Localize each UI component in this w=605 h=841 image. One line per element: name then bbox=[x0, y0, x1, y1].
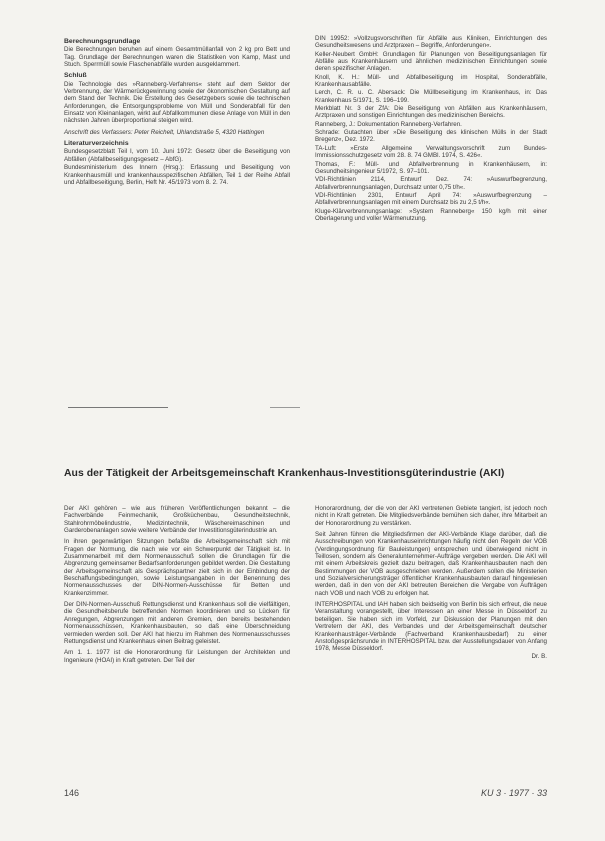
body-paragraph: Am 1. 1. 1977 ist die Honorarordnung für Leistungen der Architekten und Ingenieure (HOAI) in Kraft getreten. Der Teil der bbox=[64, 649, 290, 664]
body-paragraph: Seit Jahren führen die Mitgliedsfirmen der AKI-Verbände Klage darüber, daß die Ausschreibungen von Krankenhauseinrichtungen häufig nicht den Regeln der VOB (Verdingungsordnung für Bauleistungen) entsprechen und überwiegend nicht in Teillosen, sondern als Generalunternehmer-Aufträge vergeben werden. Die AKI will mit einem Arbeitskreis gezielt dazu beitragen, daß Krankenhausbauten nach den Bestimmungen der VOB ausgeschrieben werden. Außerdem sollen die Ministerien und Sozialversicherungsträger öffentlicher Krankenhausbauten darauf hingewiesen werden, daß in den von der AKI betreuten Bereichen die Vergabe von Aufträgen nach VOB und nach VOB zu erfolgen hat. bbox=[315, 531, 547, 597]
body-paragraph: Der AKI gehören – wie aus früheren Veröffentlichungen bekannt – die Fachverbände Feinmechanik, Großküchenbau, Gesundheitstechnik, Stahlrohrmöbelindustrie, Medizintechnik, Wäschereimaschinen und Garderobenanlagen sowie weitere Verbände der Investitionsgüterindustrie an. bbox=[64, 505, 290, 535]
literature-entry: Bundesgesetzblatt Teil I, vom 10. Juni 1972: Gesetz über die Beseitigung von Abfällen (Abfallbeseitigungsgesetz – AbfG). bbox=[64, 148, 290, 163]
reference-entry: VDI-Richtlinien 2301, Entwurf April 74: »Auswurfbegrenzung – Abfallverbrennungsanlagen mit einem Durchsatz bis zu 2,5 t/h«. bbox=[315, 191, 547, 207]
reference-entry: Keller-Neubert GmbH: Grundlagen für Planungen von Beseitigungsanlagen für Abfälle aus Krankenhäusern und ähnlichen medizinischen Einrichtungen sowie deren spezifischer Anlagen. bbox=[315, 50, 547, 73]
section-title: Aus der Tätigkeit der Arbeitsgemeinschaft Krankenhaus-Investitionsgüterindustrie (AKI) bbox=[64, 468, 505, 479]
reference-entry: Schrade: Gutachten über »Die Beseitigung des klinischen Mülls in der Stadt Bregenz«, Dez. 1972. bbox=[315, 129, 547, 144]
paragraph-schluss: Die Technologie des »Ranneberg-Verfahrens« steht auf dem Sektor der Verbrennung, der Wärmerückgewinnung sowie der ökonomischen Gestaltung auf dem Stand der Technik. Die Erstellung des Gesetzgebers sowie die technischen Anforderungen, die Entsorgungsprobleme von Müll und Sonderabfall für den Einsatz von Kleinanlagen, wirkt auf Abfallkommunen diese Anlage von Müll in den nächsten Jahren überproportional steigen wird. bbox=[64, 80, 290, 125]
signature: Dr. B. bbox=[531, 652, 547, 660]
author-address: Anschrift des Verfassers: Peter Reichelt, Uhlandstraße 5, 4320 Hattingen bbox=[64, 128, 265, 136]
body-paragraph: Der DIN-Normen-Ausschuß Rettungsdienst und Krankenhaus soll die vielfältigen, die Gesundheitsberufe betreffenden Normen koordinieren und so Lücken für Anregungen, Abgrenzungen mit anderen Gremien, den bereits bestehenden Normenausschüssen, Krankenhausbauten, so daß eine Überschneidung vermieden werden soll. Der AKI hat hierzu im Rahmen des Normenausschusses Rettungsdienst und Krankenhaus einen Beitrag geleistet. bbox=[64, 601, 290, 645]
reference-entry: Knoll, K. H.: Müll- und Abfallbeseitigung im Hospital, Sonderabfälle, Krankenhausabfälle. bbox=[315, 73, 547, 89]
issue-info: KU 3 · 1977 · 33 bbox=[481, 788, 548, 798]
top-right-column bbox=[315, 35, 547, 223]
body-paragraph: Honorarordnung, der die von der AKI vertretenen Gebiete tangiert, ist jedoch noch nicht in Kraft getreten. Die Mitgliedsverbände bemühen sich daher, ihre Mitarbeit an der Honorarordnung zu verstärken. bbox=[315, 505, 547, 527]
literature-entry: Bundesministerium des Innern (Hrsg.): Erfassung und Beseitigung von Krankenhausmüll und krankenhausspezifischen Abfällen, Teil 1 der Reihe Abfall und Abfallbeseitigung, Berlin, Heft Nr. 45/1973 vom 8. 2. 74. bbox=[64, 164, 290, 186]
reference-entry: Kluge-Klärverbrennungsanlage: »System Ranneberg« 150 kg/h mit einer Oberlagerung und voller Wärmenutzung. bbox=[315, 207, 547, 222]
reference-entry: Thomas, F.: Müll- und Abfallverbrennung in Krankenhäusern, in: Gesundheitsingenieur 5/1972, S. 97–101. bbox=[315, 160, 547, 175]
reference-entry: Ranneberg, J.: Dokumentation Ranneberg-Verfahren. bbox=[315, 120, 462, 128]
literature-list bbox=[64, 148, 290, 186]
divider-rule bbox=[270, 407, 300, 408]
paragraph-berechnungsgrundlage: Die Berechnungen beruhen auf einem Gesamtmüllanfall von 2 kg pro Bett und Tag. Grundlage der Berechnungen waren die Statistiken von Kamp, Mast und Stuch. Sperrmüll sowie Flaschenabfälle wurden ausgeklammert. bbox=[64, 46, 290, 69]
reference-entry: Merkblatt Nr. 3 der ZfA: Die Beseitigung von Abfällen aus Krankenhäusern, Arztpraxen und sonstigen Einrichtungen des medizinischen Bereichs. bbox=[315, 105, 547, 120]
page-number: 146 bbox=[64, 788, 80, 798]
reference-entry: Lerch, C. R. u. C. Abersack: Die Müllbeseitigung im Krankenhaus, in: Das Krankenhaus 5/1971, S. 196–199. bbox=[315, 89, 547, 104]
heading-literaturverzeichnis: Literaturverzeichnis bbox=[64, 140, 129, 148]
bottom-left-column bbox=[64, 505, 290, 668]
heading-berechnungsgrundlage: Berechnungsgrundlage bbox=[64, 38, 141, 45]
body-paragraph: In ihren gegenwärtigen Sitzungen befaßte die Arbeitsgemeinschaft sich mit Fragen der Normung, die nach wie vor ein Schwerpunkt der Tätigkeit ist. In Zusammenarbeit mit dem Normenausschuß sollen die Grundlagen für die Abgrenzung gemeinsamer Bedarfsanforderungen gebildet werden. Die Gestaltung der Arbeitsgemeinschaft als Gesprächspartner zielt sich in der Einbindung der Beschaffungsbedingungen, sowie Leistungsangaben in der Benennung des Normenausschusses der DIN-Normen-Ausschüsse für Betten und Krankenzimmer. bbox=[64, 538, 290, 597]
reference-entry: DIN 19952: »Vollzugsvorschriften für Abfälle aus Kliniken, Einrichtungen des Gesundheitswesens und Arztpraxen – Begriffe, Anforderungen«. bbox=[315, 35, 547, 50]
bottom-right-column bbox=[315, 505, 547, 664]
body-paragraph: INTERHOSPITAL und IAH haben sich beidseitig von Berlin bis sich erfreut, die neue Veranstaltung vorangestellt, über Interessen an einer Messe in Düsseldorf zu beteiligen. Sie haben sich im Vorfeld, zur Diskussion der Planungen mit den Vertretern der AKI, des Verbandes und der Arbeitsgemeinschaft deutscher Krankenhausträger-Verbände (Fachverband Krankenhausbedarf) zu einer Anstoßgesprächsrunde in INTERHOSPITAL bzw. der Ausstellungsdauer von Anfang 1978, Messe Düsseldorf. bbox=[315, 601, 547, 653]
reference-entry: VDI-Richtlinien 2114, Entwurf Dez. 74: »Auswurfbegrenzung, Abfallverbrennungsanlagen, Durchsatz unter 0,75 t/h«. bbox=[315, 176, 547, 191]
reference-entry: TA-Luft: »Erste Allgemeine Verwaltungsvorschrift zum Bundes-Immissionsschutzgesetz vom 28. 8. 74 GMBl. 1974, S. 426«. bbox=[315, 144, 547, 160]
divider-rule bbox=[68, 407, 168, 408]
heading-schluss: Schluß bbox=[64, 72, 87, 80]
top-left-column bbox=[64, 35, 290, 187]
